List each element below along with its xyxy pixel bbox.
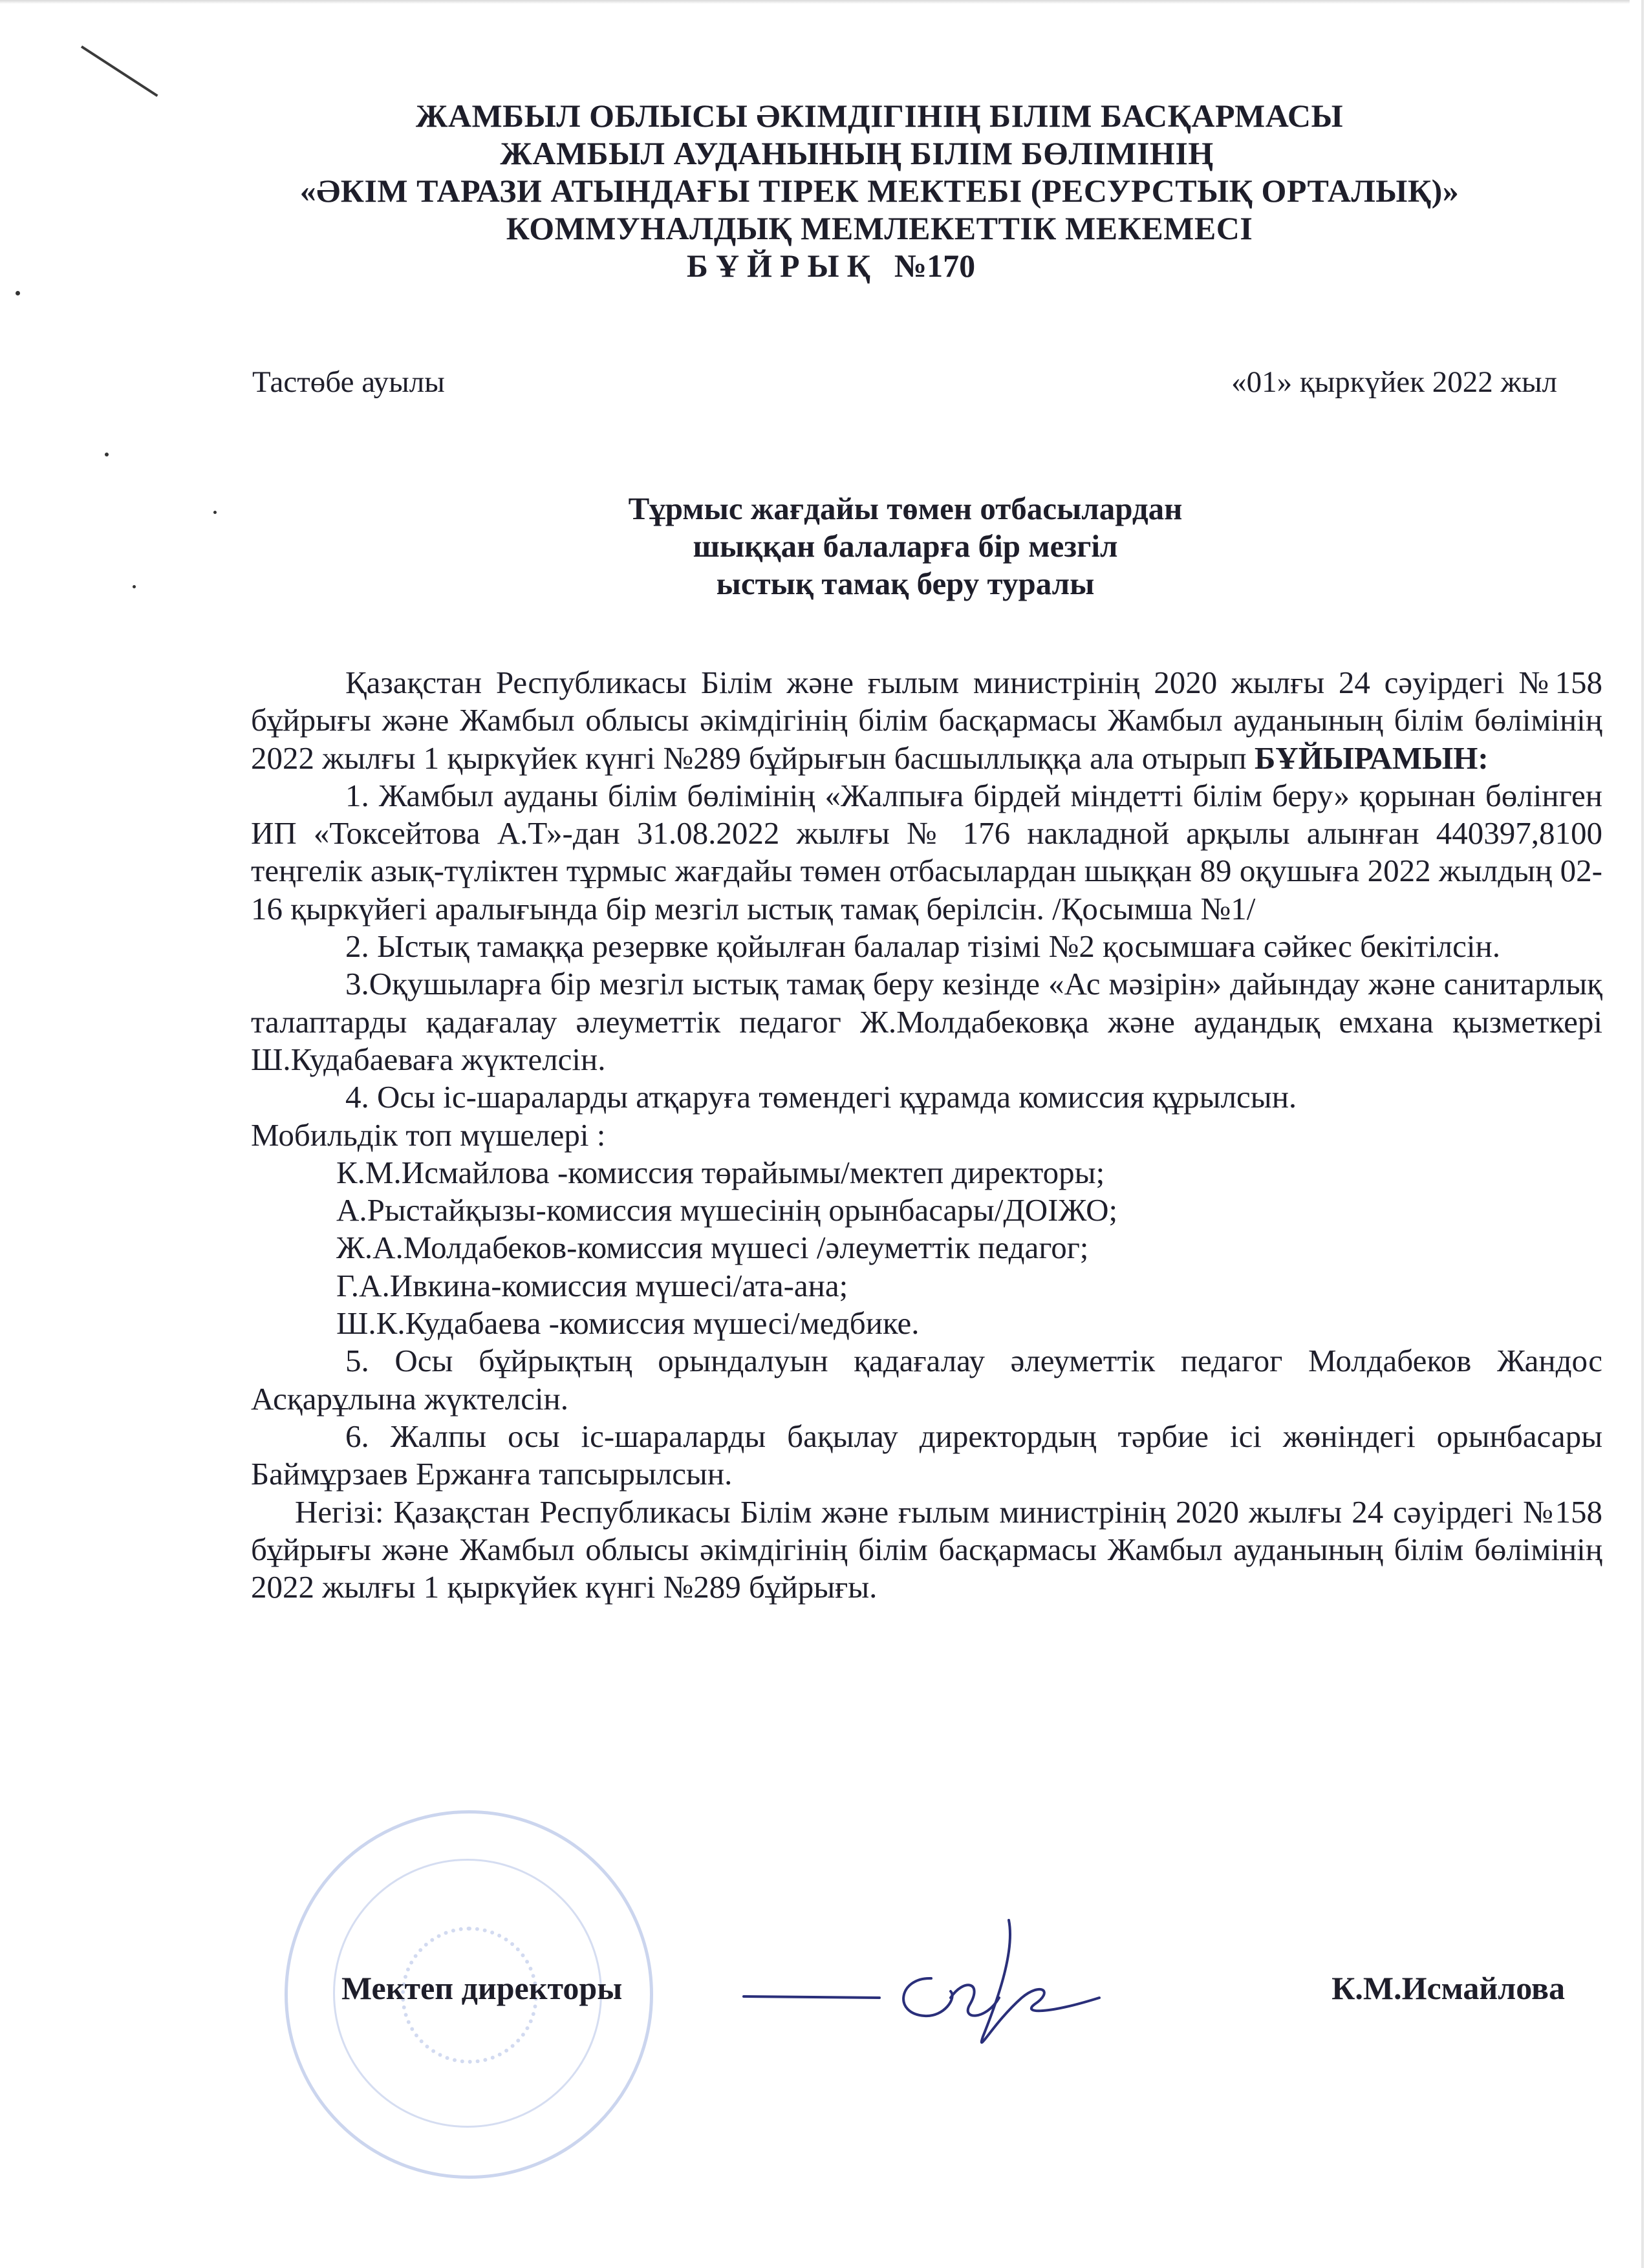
scan-edge-top	[0, 0, 1630, 4]
item-2: 2. Ыстық тамаққа резервке қойылған балалар тізімі №2 қосымшаға сәйкес бекітілсін.	[345, 928, 1500, 965]
item-5: 5. Осы бұйрықтың орындалуын қадағалау әлеуметтік педагог Молдабеков Жандос Асқарұлына жүктелсін.	[251, 1343, 1602, 1417]
date: «01» қыркүйек 2022 жыл	[1231, 365, 1557, 399]
member-item: Ж.А.Молдабеков-комиссия мүшесі /әлеуметтік педагог;	[336, 1230, 1089, 1266]
signer-role: Мектеп директоры	[341, 1970, 623, 2006]
handwritten-signature	[737, 1901, 1125, 2069]
document-header	[168, 97, 1591, 284]
scan-edge-right	[1641, 0, 1644, 2268]
place: Тастөбе ауылы	[252, 365, 445, 399]
document-title	[491, 490, 1319, 603]
member-item: Г.А.Ивкина-комиссия мүшесі/ата-ана;	[336, 1267, 848, 1303]
document-body	[251, 664, 1602, 1606]
item-6: 6. Жалпы осы іс-шараларды бақылау директордың тәрбие ісі жөніндегі орынбасары Баймұрзаев Ержанға тапсырылсын.	[251, 1418, 1602, 1492]
preamble-paragraph	[251, 664, 1602, 777]
header-line-2: ЖАМБЫЛ АУДАНЫНЫҢ БІЛІМ БӨЛІМІНІҢ	[500, 135, 1214, 171]
member-item: К.М.Исмайлова -комиссия төрайымы/мектеп директоры;	[336, 1154, 1105, 1190]
order-word: БҰЙРЫҚ	[686, 248, 878, 284]
order-command: БҰЙЫРАМЫН:	[1254, 740, 1489, 776]
member-item: А.Рыстайқызы-комиссия мүшесінің орынбасары/ДОІЖО;	[336, 1192, 1118, 1228]
signer-name: К.М.Исмайлова	[1331, 1970, 1565, 2006]
scan-speck	[213, 511, 217, 514]
header-line-1: ЖАМБЫЛ ОБЛЫСЫ ӘКІМДІГІНІҢ БІЛІМ БАСҚАРМАСЫ	[415, 98, 1344, 134]
item-3: 3.Оқушыларға бір мезгіл ыстық тамақ беру кезінде «Ас мәзірін» дайындау және санитарлық талаптарды қадағалау әлеуметтік педагог Ж.Молдабековқа және аудандық емхана қызметкері Ш.Кудабаеваға жүктелсін.	[251, 966, 1602, 1077]
header-line-3: «ӘКІМ ТАРАЗИ АТЫНДАҒЫ ТІРЕК МЕКТЕБІ (РЕСУРСТЫҚ ОРТАЛЫҚ)»	[299, 173, 1460, 209]
title-line-1: Тұрмыс жағдайы төмен отбасылардан	[628, 491, 1183, 526]
header-line-4: КОММУНАЛДЫҚ МЕМЛЕКЕТТІК МЕКЕМЕСІ	[506, 210, 1253, 246]
title-line-2: шыққан балаларға бір мезгіл	[693, 528, 1118, 564]
preamble-text: Қазақстан Республикасы Білім және ғылым министрінің 2020 жылғы 24 сәуірдегі №158 бұйрығы және Жамбыл облысы әкімдігінің білім басқармасы Жамбыл ауданының білім бөлімінің 2022 жылғы 1 қыркүйек күнгі №289 бұйрығын басшыллыққа ала отырып	[251, 665, 1602, 776]
item-4: 4. Осы іс-шараларды атқаруға төмендегі құрамда комиссия құрылсын.	[345, 1079, 1297, 1115]
order-number: №170	[894, 248, 976, 284]
member-item: Ш.К.Кудабаева -комиссия мүшесі/медбике.	[336, 1305, 920, 1342]
scan-speck	[105, 453, 109, 456]
scan-speck	[16, 291, 20, 295]
scan-speck	[133, 585, 136, 588]
title-line-3: ыстық тамақ беру туралы	[716, 566, 1095, 601]
mobile-group-heading: Мобильдік топ мүшелері :	[251, 1117, 606, 1153]
item-1: 1. Жамбыл ауданы білім бөлімінің «Жалпыға бірдей міндетті білім беру» қорынан бөлінген ИП «Токсейтова А.Т»-дан 31.08.2022 жылғы № 176 накладной арқылы алынған 440397,8100 теңгелік азық-түліктен тұрмыс жағдайы төмен отбасылардан шыққан 89 оқушыға 2022 жылдың 02-16 қыркүйегі аралығында бір мезгіл ыстық тамақ берілсін. /Қосымша №1/	[251, 777, 1602, 926]
scan-mark	[81, 45, 158, 97]
basis-paragraph: Негізі: Қазақстан Республикасы Білім және ғылым министрінің 2020 жылғы 24 сәуірдегі №158 бұйрығы және Жамбыл облысы әкімдігінің білім басқармасы Жамбыл ауданының білім бөлімінің 2022 жылғы 1 қыркүйек күнгі №289 бұйрығы.	[251, 1493, 1602, 1605]
order-heading	[168, 247, 1591, 284]
